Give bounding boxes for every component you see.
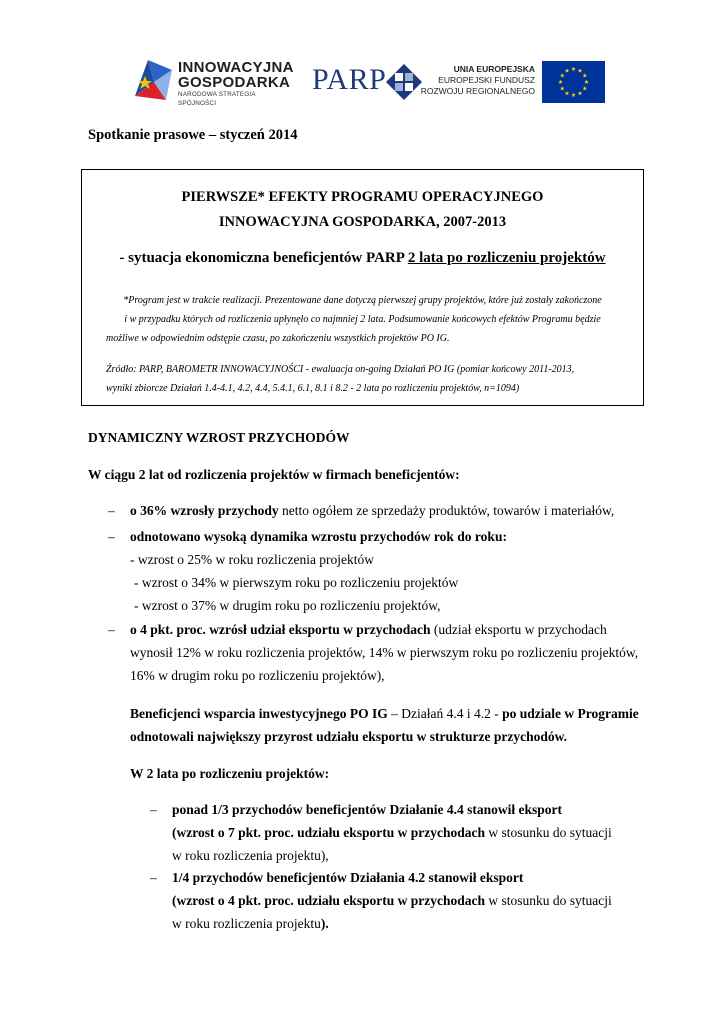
dynamics-sub2: - wzrost o 34% w pierwszym roku po rozliczeniu projektów <box>134 575 459 590</box>
investment-beneficiaries-normal: – Działań 4.4 i 4.2 - <box>387 706 503 721</box>
box-note-line2: i w przypadku których od rozliczenia upłynęło co najmniej 2 lata. Podsumowanie końcowych efektów Programu będzie <box>124 314 601 325</box>
eu-logo-line1: UNIA EUROPEJSKA <box>453 64 535 74</box>
bullet-export-share-line2: wynosił 12% w roku rozliczenia projektów, 14% w pierwszym roku po rozliczeniu projektów, <box>130 645 639 660</box>
meeting-title: Spotkanie prasowe – styczeń 2014 <box>88 127 298 143</box>
dynamics-sub3: - wzrost o 37% w drugim roku po rozliczeniu projektów, <box>134 598 441 613</box>
action-44-change-bold: (wzrost o 7 pkt. proc. udziału eksportu w przychodach <box>172 825 486 840</box>
bullet-export-share <box>130 622 607 638</box>
sub-bullet-dash: – <box>150 802 157 817</box>
ig-logo-line1: INNOWACYJNA <box>178 59 294 76</box>
investment-beneficiaries-bold1: Beneficjenci wsparcia inwestycyjnego PO IG <box>130 706 388 721</box>
action-42-line3-text: w roku rozliczenia projektu <box>172 916 321 931</box>
investment-beneficiaries-line2 <box>130 729 567 745</box>
eu-flag-icon <box>542 61 605 103</box>
bullet-revenue-growth-rest: netto ogółem ze sprzedaży produktów, towarów i materiałów, <box>278 503 615 518</box>
box-subtitle-text: - sytuacja ekonomiczna beneficjentów PARP <box>119 250 408 266</box>
bullet-dash: – <box>108 622 115 637</box>
box-note-line3: możliwe w odpowiednim odstępie czasu, po zakończeniu wszystkich projektów PO IG. <box>106 333 450 344</box>
summary-box <box>81 169 644 406</box>
box-subtitle <box>82 250 643 267</box>
action-44-change <box>172 825 612 841</box>
investment-beneficiaries-line2-text: odnotowali największy przyrost udziału eksportu w strukturze przychodów. <box>130 729 568 744</box>
parp-emblem-icon <box>384 62 424 102</box>
bullet-dash: – <box>108 503 115 518</box>
innowacyjna-gospodarka-emblem-icon <box>132 56 174 102</box>
box-title-line1: PIERWSZE* EFEKTY PROGRAMU OPERACYJNEGO <box>181 189 544 205</box>
sub-bullet-dash: – <box>150 870 157 885</box>
action-42-change-rest: w stosunku do sytuacji <box>485 893 612 908</box>
action-42-export-text: 1/4 przychodów beneficjentów Działania 4.2 stanowił eksport <box>172 870 524 885</box>
dynamics-sub1: - wzrost o 25% w roku rozliczenia projektów <box>130 552 375 567</box>
action-42-export <box>172 870 523 886</box>
parp-logo <box>312 62 412 104</box>
bullet-dash: – <box>108 529 115 544</box>
eu-logo-line3: ROZWOJU REGIONALNEGO <box>420 86 535 96</box>
action-42-change <box>172 893 612 909</box>
action-44-export <box>172 802 562 818</box>
innowacyjna-gospodarka-logo <box>132 56 292 106</box>
box-source-line2: wyniki zbiorcze Działań 1.4-4.1, 4.2, 4.4, 5.4.1, 6.1, 8.1 i 8.2 - 2 lata po rozliczeniu projektów, n=1094) <box>106 383 520 394</box>
eu-logo <box>420 61 605 105</box>
box-note-line1: *Program jest w trakcie realizacji. Prezentowane dane dotyczą pierwszej grupy projektów, które już zostały zakończone <box>123 295 602 306</box>
eu-logo-line2: EUROPEJSKI FUNDUSZ <box>438 75 535 85</box>
ig-logo-line3: NARODOWA STRATEGIA SPÓJNOŚCI <box>178 91 256 107</box>
bullet-dynamics-bold: odnotowano wysoką dynamika wzrostu przychodów rok do roku: <box>130 529 507 544</box>
bullet-export-share-bold: o 4 pkt. proc. wzrósł udział eksportu w przychodach <box>130 622 431 637</box>
action-44-line3: w roku rozliczenia projektu), <box>172 848 329 863</box>
investment-beneficiaries-bold2: po udziale w Programie <box>502 706 639 721</box>
section-lead: W ciągu 2 lat od rozliczenia projektów w firmach beneficjentów: <box>88 467 460 482</box>
two-years-after-heading <box>130 766 329 782</box>
action-42-change-bold: (wzrost o 4 pkt. proc. udziału eksportu w przychodach <box>172 893 486 908</box>
ig-logo-line2: GOSPODARKA <box>178 74 291 91</box>
action-42-line3-end: ). <box>320 916 329 931</box>
action-44-change-rest: w stosunku do sytuacji <box>485 825 612 840</box>
bullet-export-share-rest: (udział eksportu w przychodach <box>430 622 607 637</box>
parp-logo-text: PARP <box>312 63 387 96</box>
section-heading: DYNAMICZNY WZROST PRZYCHODÓW <box>88 430 350 445</box>
two-years-after-text: W 2 lata po rozliczeniu projektów: <box>130 766 330 781</box>
action-42-line3 <box>172 916 329 932</box>
bullet-export-share-line3: 16% w drugim roku po rozliczeniu projektów), <box>130 668 385 683</box>
bullet-revenue-growth <box>130 503 614 519</box>
action-44-export-text: ponad 1/3 przychodów beneficjentów Działanie 4.4 stanowił eksport <box>172 802 563 817</box>
box-title-line2: INNOWACYJNA GOSPODARKA, 2007-2013 <box>218 214 507 230</box>
investment-beneficiaries-line1 <box>130 706 639 722</box>
box-source-line1: Źródło: PARP, BAROMETR INNOWACYJNOŚCI - ewaluacja on-going Działań PO IG (pomiar końcowy 2011-2013, <box>106 364 575 375</box>
bullet-dynamics <box>130 529 507 545</box>
bullet-revenue-growth-bold: o 36% wzrosły przychody <box>130 503 279 518</box>
box-subtitle-underlined: 2 lata po rozliczeniu projektów <box>407 250 606 266</box>
